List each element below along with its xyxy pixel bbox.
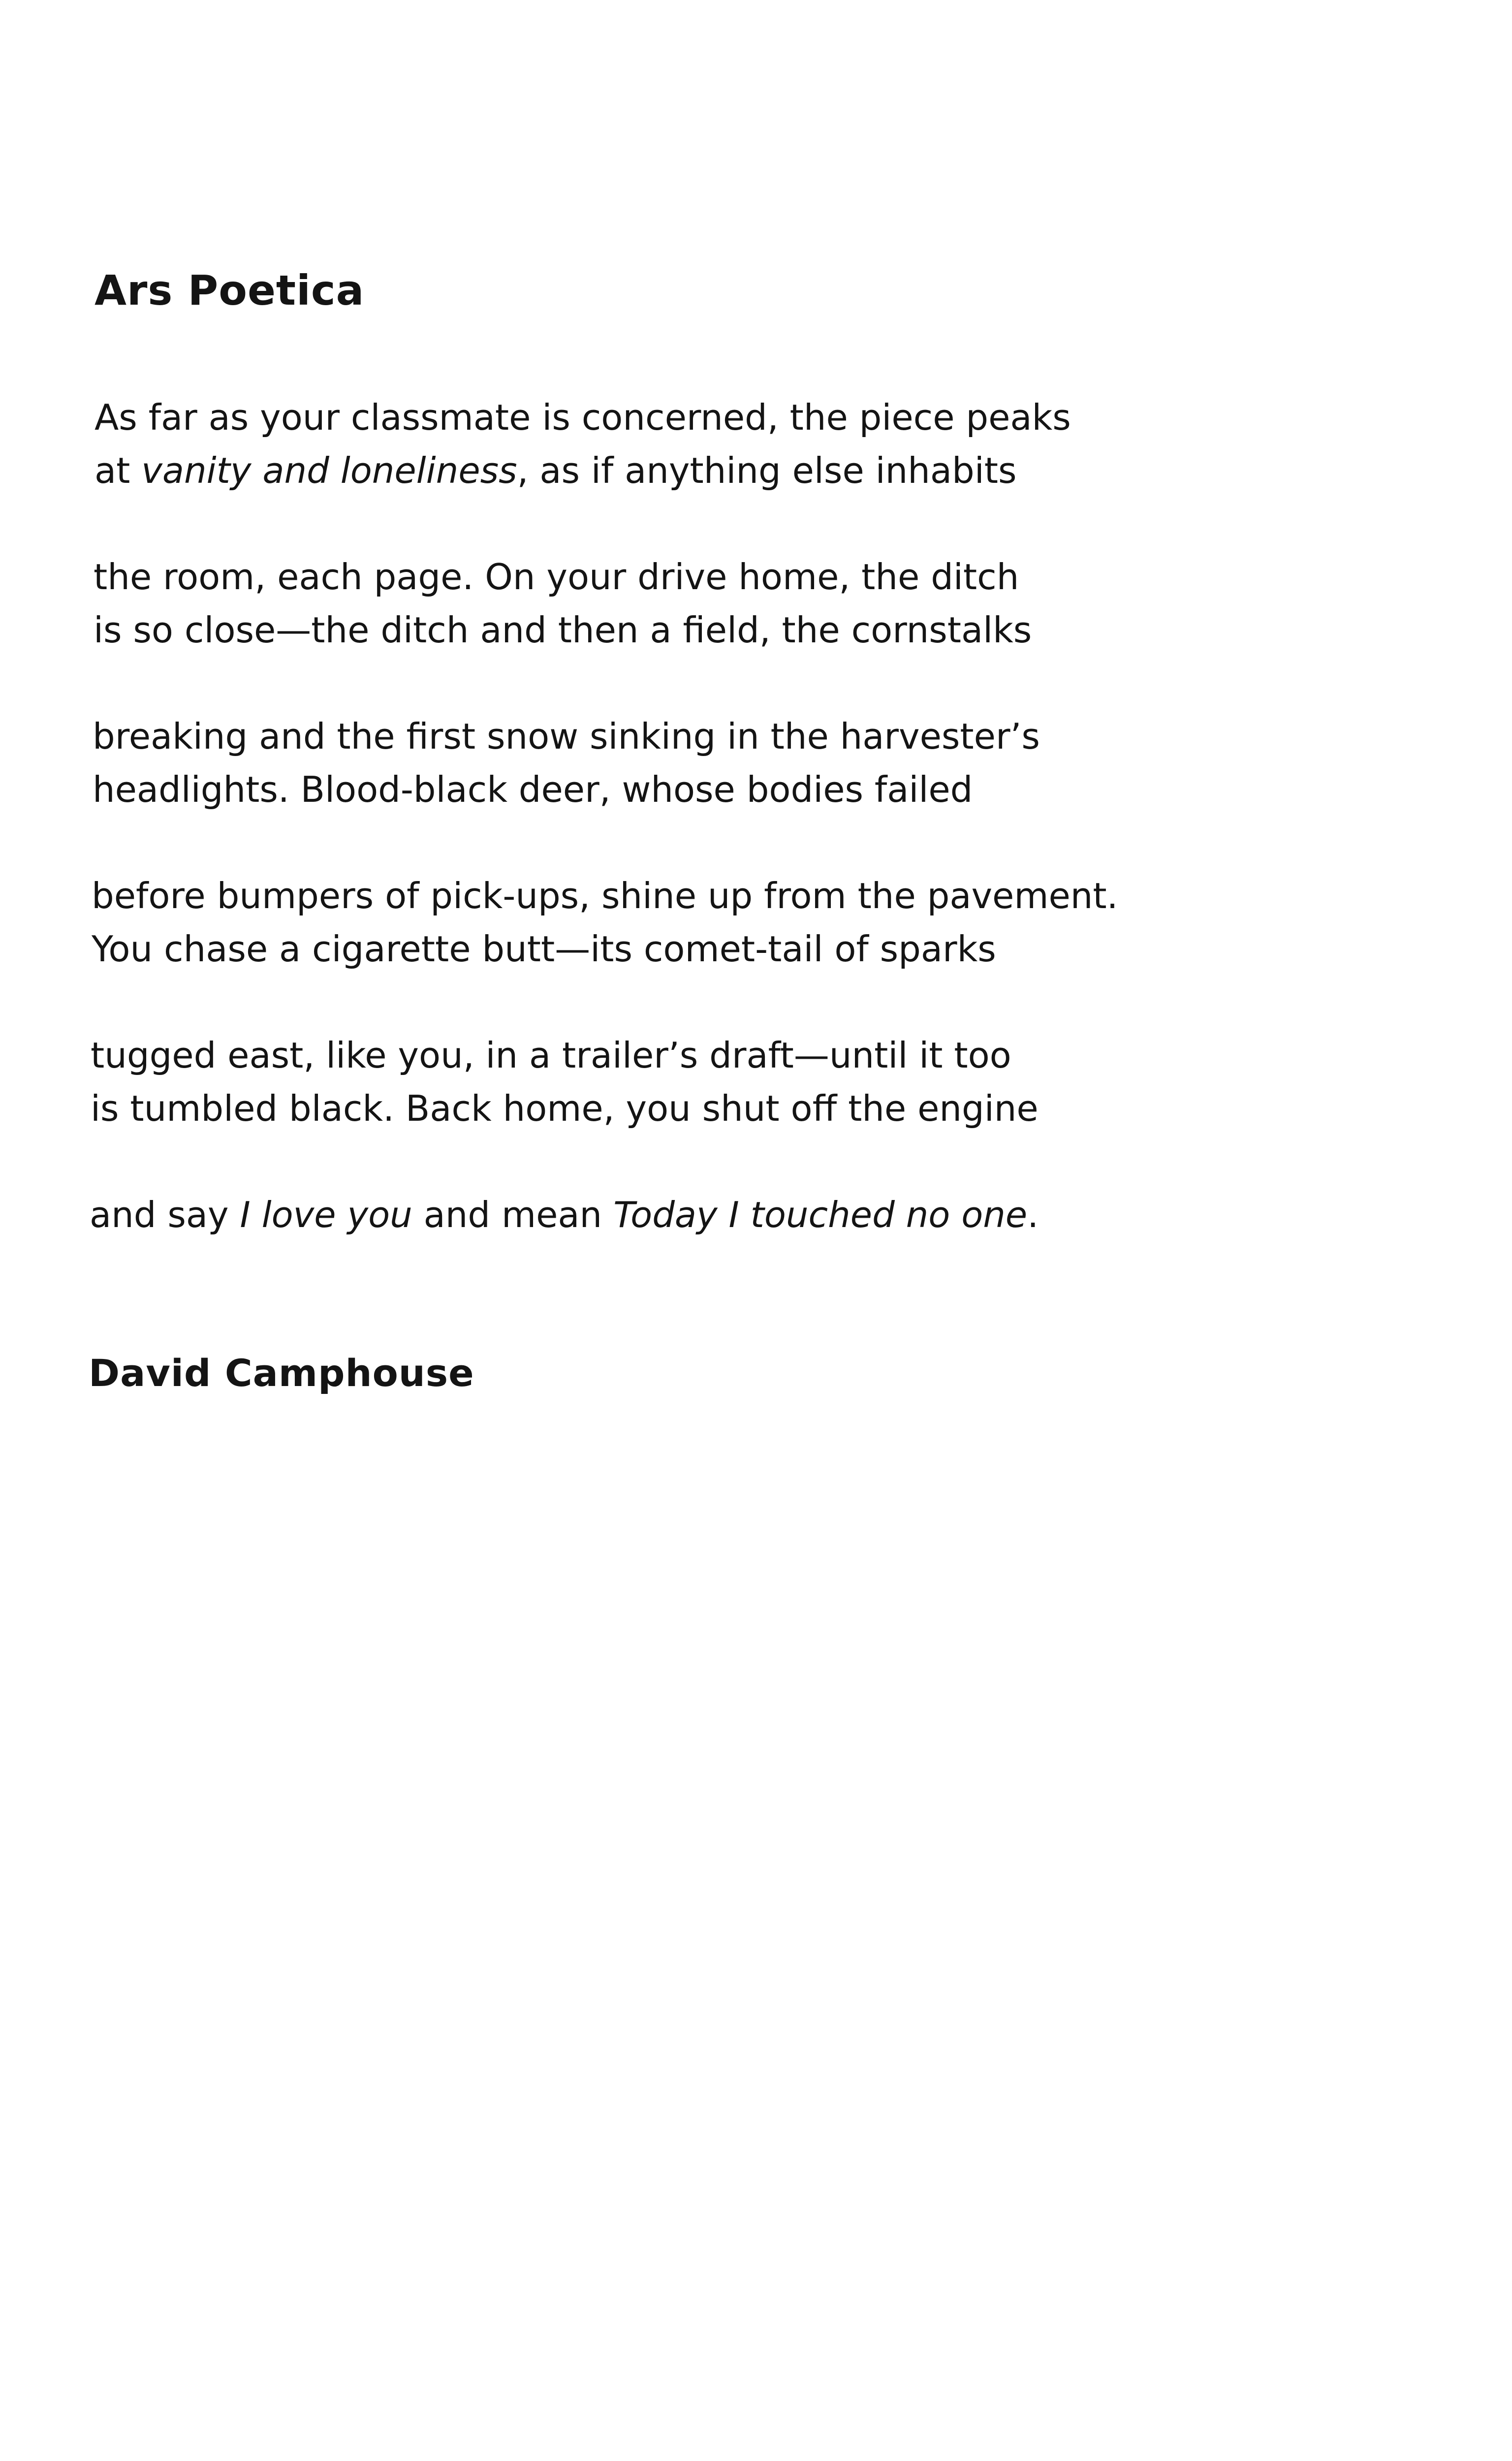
poem-line-italic-text: vanity and loneliness [141, 450, 517, 491]
poem-line-text: at [94, 450, 142, 491]
poem-line: is tumbled black. Back home, you shut off the engine [91, 1088, 1039, 1129]
poem-line-italic-text: Today I touched no one [613, 1194, 1028, 1235]
poem-line: is so close—the ditch and then a field, the cornstalks [94, 609, 1032, 651]
poem-line: the room, each page. On your drive home, the ditch [94, 556, 1019, 598]
poem-line [94, 450, 1017, 491]
poem-title: Ars Poetica [94, 266, 365, 315]
poem-line: headlights. Blood-black deer, whose bodies failed [93, 769, 973, 810]
poem-line: You chase a cigarette butt—its comet-tail of sparks [92, 928, 996, 970]
poem-line-text: and mean [412, 1194, 614, 1235]
poem-line: As far as your classmate is concerned, the piece peaks [94, 397, 1071, 438]
poem-line-text: . [1027, 1194, 1039, 1235]
poem-line: before bumpers of pick-ups, shine up from the pavement. [92, 875, 1118, 916]
poem-line: breaking and the first snow sinking in the harvester’s [93, 716, 1040, 757]
poem-author: David Camphouse [89, 1351, 474, 1395]
poem-line: tugged east, like you, in a trailer’s draft—until it too [91, 1035, 1011, 1076]
poem-line-text: and say [90, 1194, 240, 1235]
poem-line [90, 1194, 1039, 1235]
poem-line-italic-text: I love you [240, 1194, 412, 1235]
poem-line-text: , as if anything else inhabits [517, 450, 1017, 491]
